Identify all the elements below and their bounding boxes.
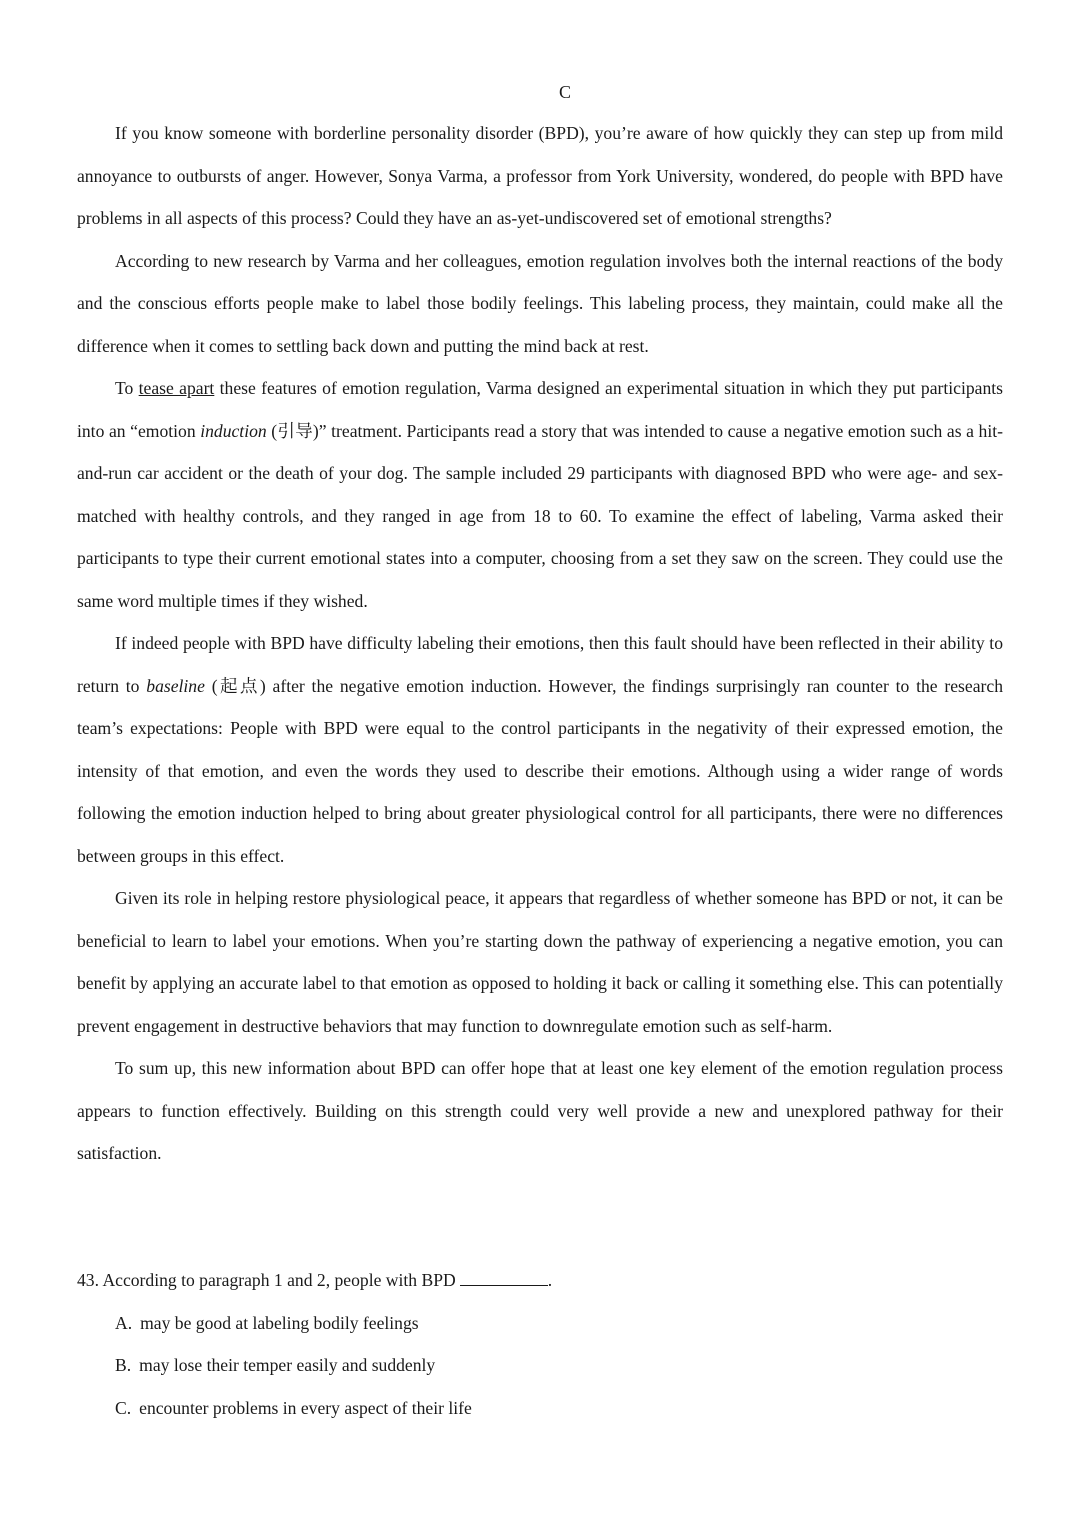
option-b[interactable] — [77, 1344, 1003, 1387]
paragraph-3-part-a: To — [115, 378, 139, 398]
paragraph-4 — [77, 622, 1003, 877]
paragraph-6: To sum up, this new information about BPD can offer hope that at least one key element of the emotion regulation process appears to function effectively. Building on this strength could very well provide a new and unexplored pathway for their satisfaction. — [77, 1058, 1003, 1163]
italic-term-induction: induction — [200, 420, 267, 441]
option-a[interactable] — [77, 1302, 1003, 1345]
paragraph-4-part-a: If indeed people with BPD have difficulty labeling their emotions, then this fault should have been reflected in their ability to return to — [77, 633, 1003, 696]
option-text: may be good at labeling bodily feelings — [140, 1312, 419, 1333]
italic-term-baseline: baseline — [146, 675, 205, 696]
option-letter: A. — [115, 1312, 133, 1333]
option-letter: C. — [115, 1397, 132, 1418]
underlined-phrase: tease apart — [138, 378, 215, 398]
paragraph-2: According to new research by Varma and her colleagues, emotion regulation involves both the internal reactions of the body and the conscious efforts people make to label those bodily feelings. This labeling process, they maintain, could make all the difference when it comes to settling back down and putting the mind back at rest. — [77, 250, 1003, 356]
option-text: encounter problems in every aspect of their life — [139, 1397, 472, 1418]
question-number: 43. — [77, 1270, 99, 1290]
question-43 — [77, 1259, 1003, 1429]
option-text: may lose their temper easily and suddenly — [139, 1355, 436, 1375]
paragraph-4-part-b: (起点) after the negative emotion induction. However, the findings surprisingly ran counter to the research team’s expectations: People with BPD were equal to the control participants in the negativity of their expressed emotion, the intensity of that emotion, and even the words they used to describe their emotions. Although using a wider range of words following the emotion induction helped to bring about greater physiological control for all participants, there were no differences between groups in this effect. — [77, 675, 1003, 866]
paragraph-1: If you know someone with borderline personality disorder (BPD), you’re aware of how quickly they can step up from mild annoyance to outbursts of anger. However, Sonya Varma, a professor from York University, wondered, do people with BPD have problems in all aspects of this process? Could they have an as-yet-undiscovered set of emotional strengths? — [77, 123, 1003, 228]
answer-blank — [460, 1269, 548, 1286]
paragraph-3-part-c: (引导)” treatment. Participants read a story that was intended to cause a negative emotion such as a hit-and-run car accident or the death of your dog. The sample included 29 participants with diagnosed BPD who were age- and sex-matched with healthy controls, and they ranged in age from 18 to 60. To examine the effect of labeling, Varma asked their participants to type their current emotional states into a computer, choosing from a set they saw on the screen. They could use the same word multiple times if they wished. — [77, 420, 1003, 611]
option-c[interactable] — [77, 1387, 1003, 1430]
question-text: According to paragraph 1 and 2, people with BPD — [102, 1270, 456, 1290]
reading-passage — [77, 112, 1003, 1175]
paragraph-3 — [77, 367, 1003, 622]
section-letter: C — [558, 82, 571, 102]
question-stem — [77, 1259, 1003, 1302]
paragraph-5: Given its role in helping restore physiological peace, it appears that regardless of whether someone has BPD or not, it can be beneficial to learn to label your emotions. When you’re starting down the pathway of experiencing a negative emotion, you can benefit by applying an accurate label to that emotion as opposed to holding it back or calling it something else. This can potentially prevent engagement in destructive behaviors that may function to downregulate emotion such as self-harm. — [77, 888, 1003, 1036]
question-stem-end: . — [547, 1270, 553, 1290]
option-letter: B. — [115, 1355, 132, 1375]
paragraph-3-part-b: these features of emotion regulation, Varma designed an experimental situation in which they put participants into an “emotion — [77, 378, 1003, 441]
